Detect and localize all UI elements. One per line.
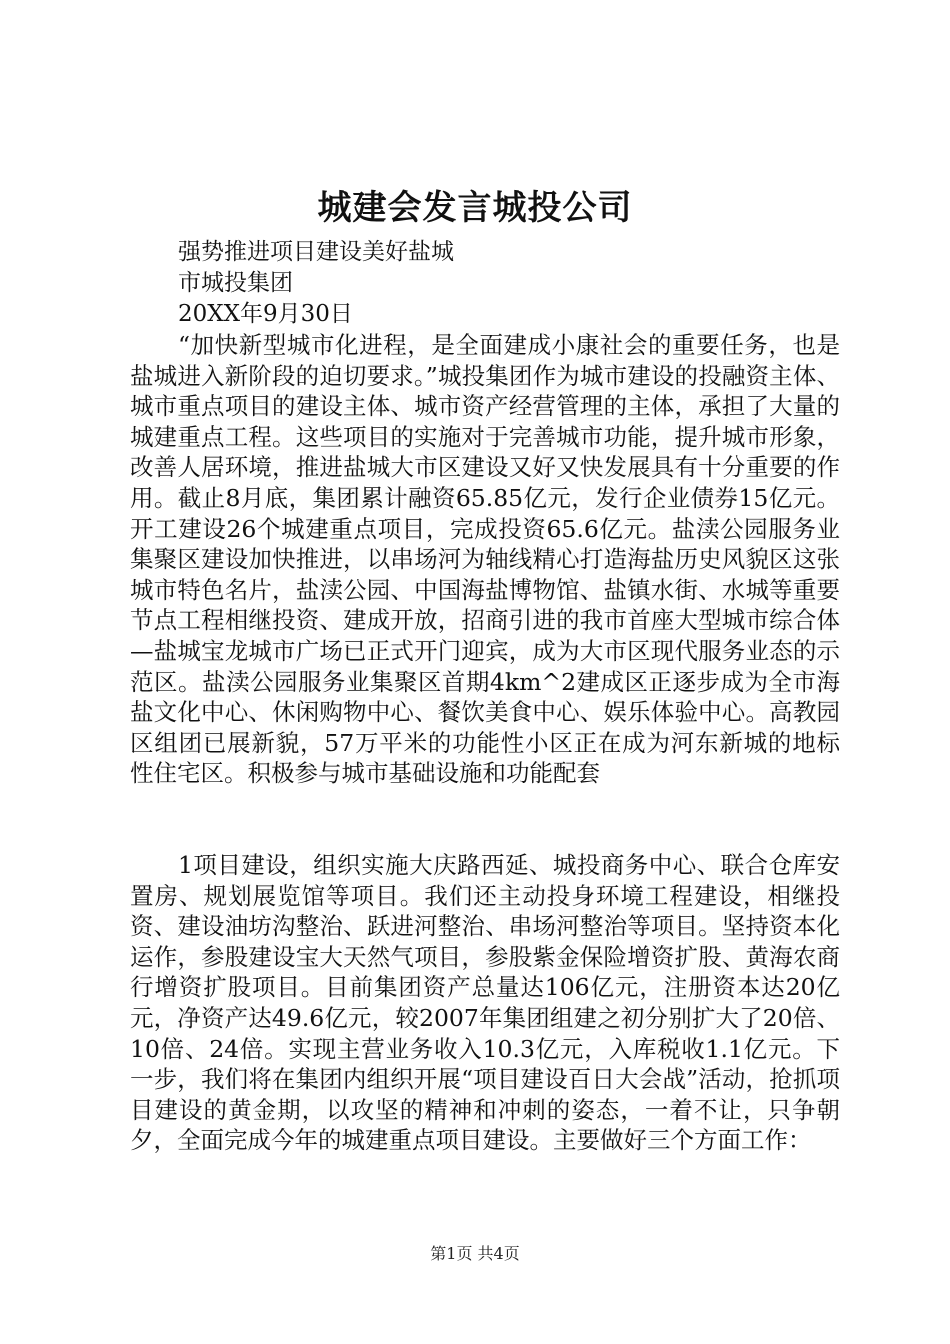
document-organization: 市城投集团 bbox=[178, 270, 293, 296]
document-title: 城建会发言城投公司 bbox=[317, 188, 633, 228]
document-subtitle: 强势推进项目建设美好盐城 bbox=[178, 239, 454, 265]
page-number: 第1页 共4页 bbox=[430, 1244, 520, 1263]
document-date: 20XX年9月30日 bbox=[178, 301, 353, 327]
body-paragraph-2: 1项目建设，组织实施大庆路西延、城投商务中心、联合仓库安置房、规划展览馆等项目。我们还主动投身环境工程建设，相继投资、建设油坊沟整治、跃进河整治、串场河整治等项目。坚持资本化运作，参股建设宝大天然气项目，参股紫金保险增资扩股、黄海农商行增资扩股项目。目前集团资产总量达106亿元，注册资本达20亿元，净资产达49.6亿元，较2007年集团组建之初分别扩大了20倍、10倍、24倍。实现主营业务收入10.3亿元，入库税收1.1亿元。下一步，我们将在集团内组织开展“项目建设百日大会战”活动，抢抓项目建设的黄金期，以攻坚的精神和冲刺的姿态，一着不让，只争朝夕，全面完成今年的城建重点项目建设。主要做好三个方面工作： bbox=[130, 851, 840, 1155]
body-paragraph-1: “加快新型城市化进程，是全面建成小康社会的重要任务，也是盐城进入新阶段的迫切要求。”城投集团作为城市建设的投融资主体、城市重点项目的建设主体、城市资产经营管理的主体，承担了大量的城建重点工程。这些项目的实施对于完善城市功能，提升城市形象，改善人居环境，推进盐城大市区建设又好又快发展具有十分重要的作用。截止8月底，集团累计融资65.85亿元，发行企业债券15亿元。开工建设26个城建重点项目，完成投资65.6亿元。盐渎公园服务业集聚区建设加快推进，以串场河为轴线精心打造海盐历史风貌区这张城市特色名片，盐渎公园、中国海盐博物馆、盐镇水街、水城等重要节点工程相继投资、建成开放，招商引进的我市首座大型城市综合体—盐城宝龙城市广场已正式开门迎宾，成为大市区现代服务业态的示范区。盐渎公园服务业集聚区首期4km^2建成区正逐步成为全市海盐文化中心、休闲购物中心、餐饮美食中心、娱乐体验中心。高教园区组团已展新貌，57万平米的功能性小区正在成为河东新城的地标性住宅区。积极参与城市基础设施和功能配套 bbox=[130, 331, 840, 788]
